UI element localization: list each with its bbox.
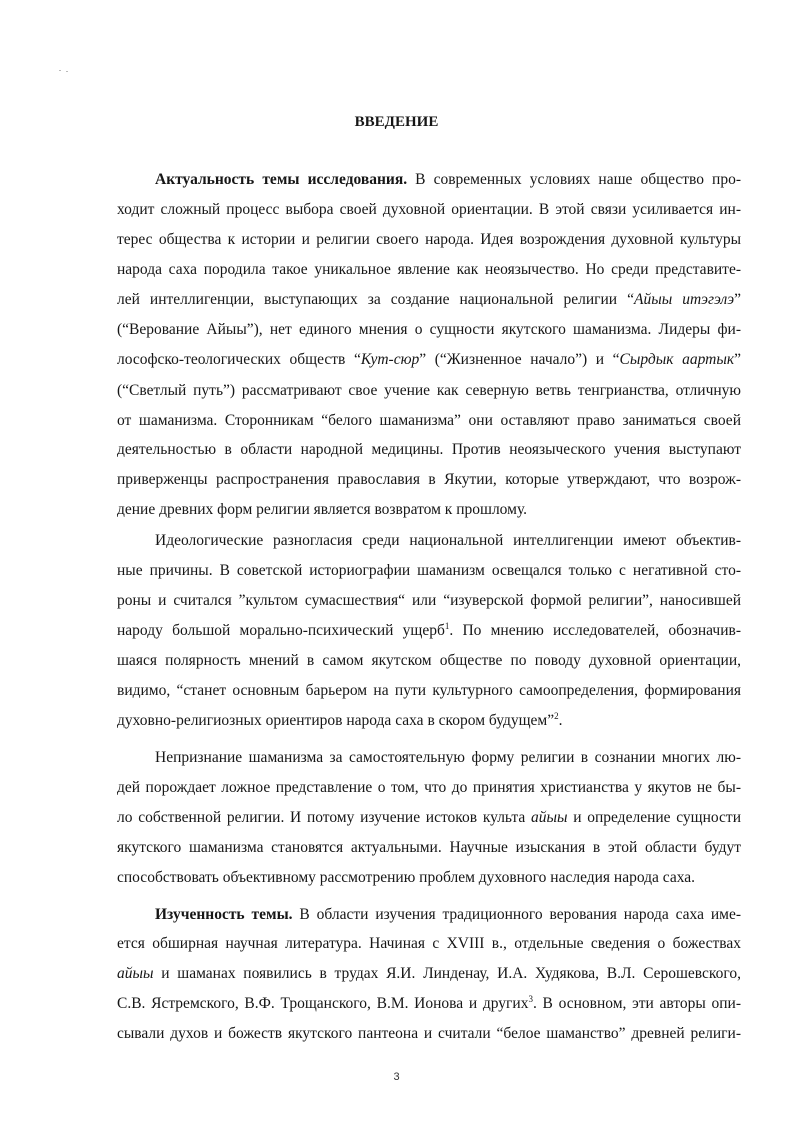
text-line bbox=[155, 530, 741, 552]
text-segment: сывали духов и божеств якутского пантеона и считали “белое шаманство” древней религи- bbox=[117, 1025, 741, 1042]
scan-speck bbox=[59, 70, 61, 71]
text-line bbox=[117, 650, 741, 672]
section-title: ВВЕДЕНИЕ bbox=[354, 114, 439, 130]
text-segment: . bbox=[558, 712, 563, 729]
bold-heading: Изученность темы. bbox=[155, 906, 293, 923]
text-segment: ется обширная научная литература. Начиная с XVIII в., отдельные сведения о божествах bbox=[117, 935, 741, 952]
text-line bbox=[117, 439, 741, 461]
footnote-ref[interactable]: 2 bbox=[554, 711, 559, 721]
text-line bbox=[117, 319, 741, 341]
text-segment: дение древних форм религии является возвратом к прошлому. bbox=[117, 501, 528, 518]
text-segment: приверженцы распространения православия в Якутии, которые утверждают, что возрож- bbox=[117, 471, 741, 488]
text-line bbox=[155, 904, 741, 926]
text-segment: народа саха породила такое уникальное явление как неоязычество. Но среди представите- bbox=[117, 261, 741, 278]
text-line bbox=[117, 620, 741, 642]
text-line bbox=[155, 747, 741, 769]
text-line bbox=[117, 710, 741, 732]
text-segment: видимо, “станет основным барьером на пути культурного самоопределения, формирования bbox=[117, 682, 741, 699]
text-segment: от шаманизма. Сторонникам “белого шаманизма” они оставляют право заниматься своей bbox=[117, 412, 741, 429]
text-segment: роны и считался ”культом сумасшествия“ или “изуверской формой религии”, наносившей bbox=[117, 592, 741, 609]
text-segment: (“Верование Айыы”), нет единого мнения о сущности якутского шаманизма. Лидеры фи- bbox=[117, 321, 741, 338]
text-segment: В области изучения традиционного верования народа саха име- bbox=[292, 906, 741, 923]
text-line bbox=[117, 933, 741, 955]
text-line bbox=[117, 777, 741, 799]
text-line bbox=[117, 349, 741, 371]
italic-term: айыы bbox=[530, 809, 568, 826]
text-segment: дей порождает ложное представление о том, что до принятия христианства у якутов не бы- bbox=[117, 779, 741, 796]
text-line bbox=[117, 1023, 741, 1045]
text-line bbox=[117, 380, 741, 402]
text-segment: (“Светлый путь”) рассматривают свое учение как северную ветвь тенгрианства, отличную bbox=[117, 382, 741, 399]
italic-term: айыы bbox=[117, 965, 154, 982]
text-segment: ло собственной религии. И потому изучение истоков культа bbox=[117, 809, 531, 826]
text-segment: якутского шаманизма становятся актуальными. Научные изыскания в этой области будут bbox=[117, 839, 741, 856]
text-line bbox=[117, 963, 741, 985]
text-segment: . В основном, эти авторы опи- bbox=[532, 995, 741, 1012]
text-line bbox=[155, 169, 741, 191]
text-line bbox=[117, 229, 741, 251]
text-line bbox=[117, 837, 741, 859]
text-line bbox=[117, 469, 741, 491]
text-segment: ” bbox=[734, 351, 741, 368]
text-segment: Идеологические разногласия среди национальной интеллигенции имеют объектив- bbox=[155, 532, 741, 549]
text-line bbox=[117, 560, 741, 582]
text-segment: духовно-религиозных ориентиров народа саха в скором будущем” bbox=[117, 712, 555, 729]
text-segment: В современных условиях наше общество про- bbox=[407, 171, 741, 188]
text-segment: С.В. Ястремского, В.Ф. Трощанского, В.М. Ионова и других bbox=[117, 995, 529, 1012]
text-segment: деятельностью в области народной медицины. Против неоязыческого учения выступают bbox=[117, 441, 741, 458]
text-segment: лей интеллигенции, выступающих за создание национальной религии “ bbox=[117, 291, 634, 308]
text-line bbox=[117, 867, 741, 889]
text-line bbox=[117, 410, 741, 432]
text-segment: терес общества к истории и религии своего народа. Идея возрождения духовной культуры bbox=[117, 231, 741, 248]
italic-term: Айыы итэгэлэ bbox=[634, 291, 735, 308]
text-segment: лософско-теологических обществ “ bbox=[117, 351, 361, 368]
italic-term: Кут-сюр bbox=[360, 351, 420, 368]
scan-speck bbox=[66, 71, 68, 72]
text-segment: ” bbox=[734, 291, 741, 308]
text-line bbox=[117, 289, 741, 311]
italic-term: Сырдык аартык bbox=[619, 351, 735, 368]
text-line bbox=[117, 680, 741, 702]
text-segment: и шаманах появились в трудах Я.И. Линденау, И.А. Худякова, В.Л. Серошевского, bbox=[153, 965, 741, 982]
text-segment: . По мнению исследователей, обозначив- bbox=[449, 622, 741, 639]
text-segment: ” (“Жизненное начало”) и “ bbox=[419, 351, 620, 368]
bold-heading: Актуальность темы исследования. bbox=[155, 171, 408, 188]
text-line bbox=[117, 807, 741, 829]
text-line bbox=[117, 993, 741, 1015]
footnote-ref[interactable]: 3 bbox=[528, 994, 533, 1004]
text-segment: способствовать объективному рассмотрению проблем духовного наследия народа саха. bbox=[117, 869, 696, 886]
text-segment: Непризнание шаманизма за самостоятельную форму религии в сознании многих лю- bbox=[155, 749, 741, 766]
text-segment: шаяся полярность мнений в самом якутском обществе по поводу духовной ориентации, bbox=[117, 652, 741, 669]
page-number: 3 bbox=[393, 1071, 400, 1083]
text-segment: и определение сущности bbox=[567, 809, 741, 826]
footnote-ref[interactable]: 1 bbox=[444, 621, 450, 631]
text-segment: народу большой морально-психический ущерб bbox=[117, 622, 445, 639]
text-line bbox=[117, 259, 741, 281]
text-line bbox=[117, 199, 741, 221]
text-line bbox=[117, 590, 741, 612]
text-line bbox=[117, 499, 741, 521]
text-segment: ные причины. В советской историографии шаманизм освещался только с негативной сто- bbox=[117, 562, 741, 579]
text-segment: ходит сложный процесс выбора своей духовной ориентации. В этой связи усиливается ин- bbox=[117, 201, 741, 218]
